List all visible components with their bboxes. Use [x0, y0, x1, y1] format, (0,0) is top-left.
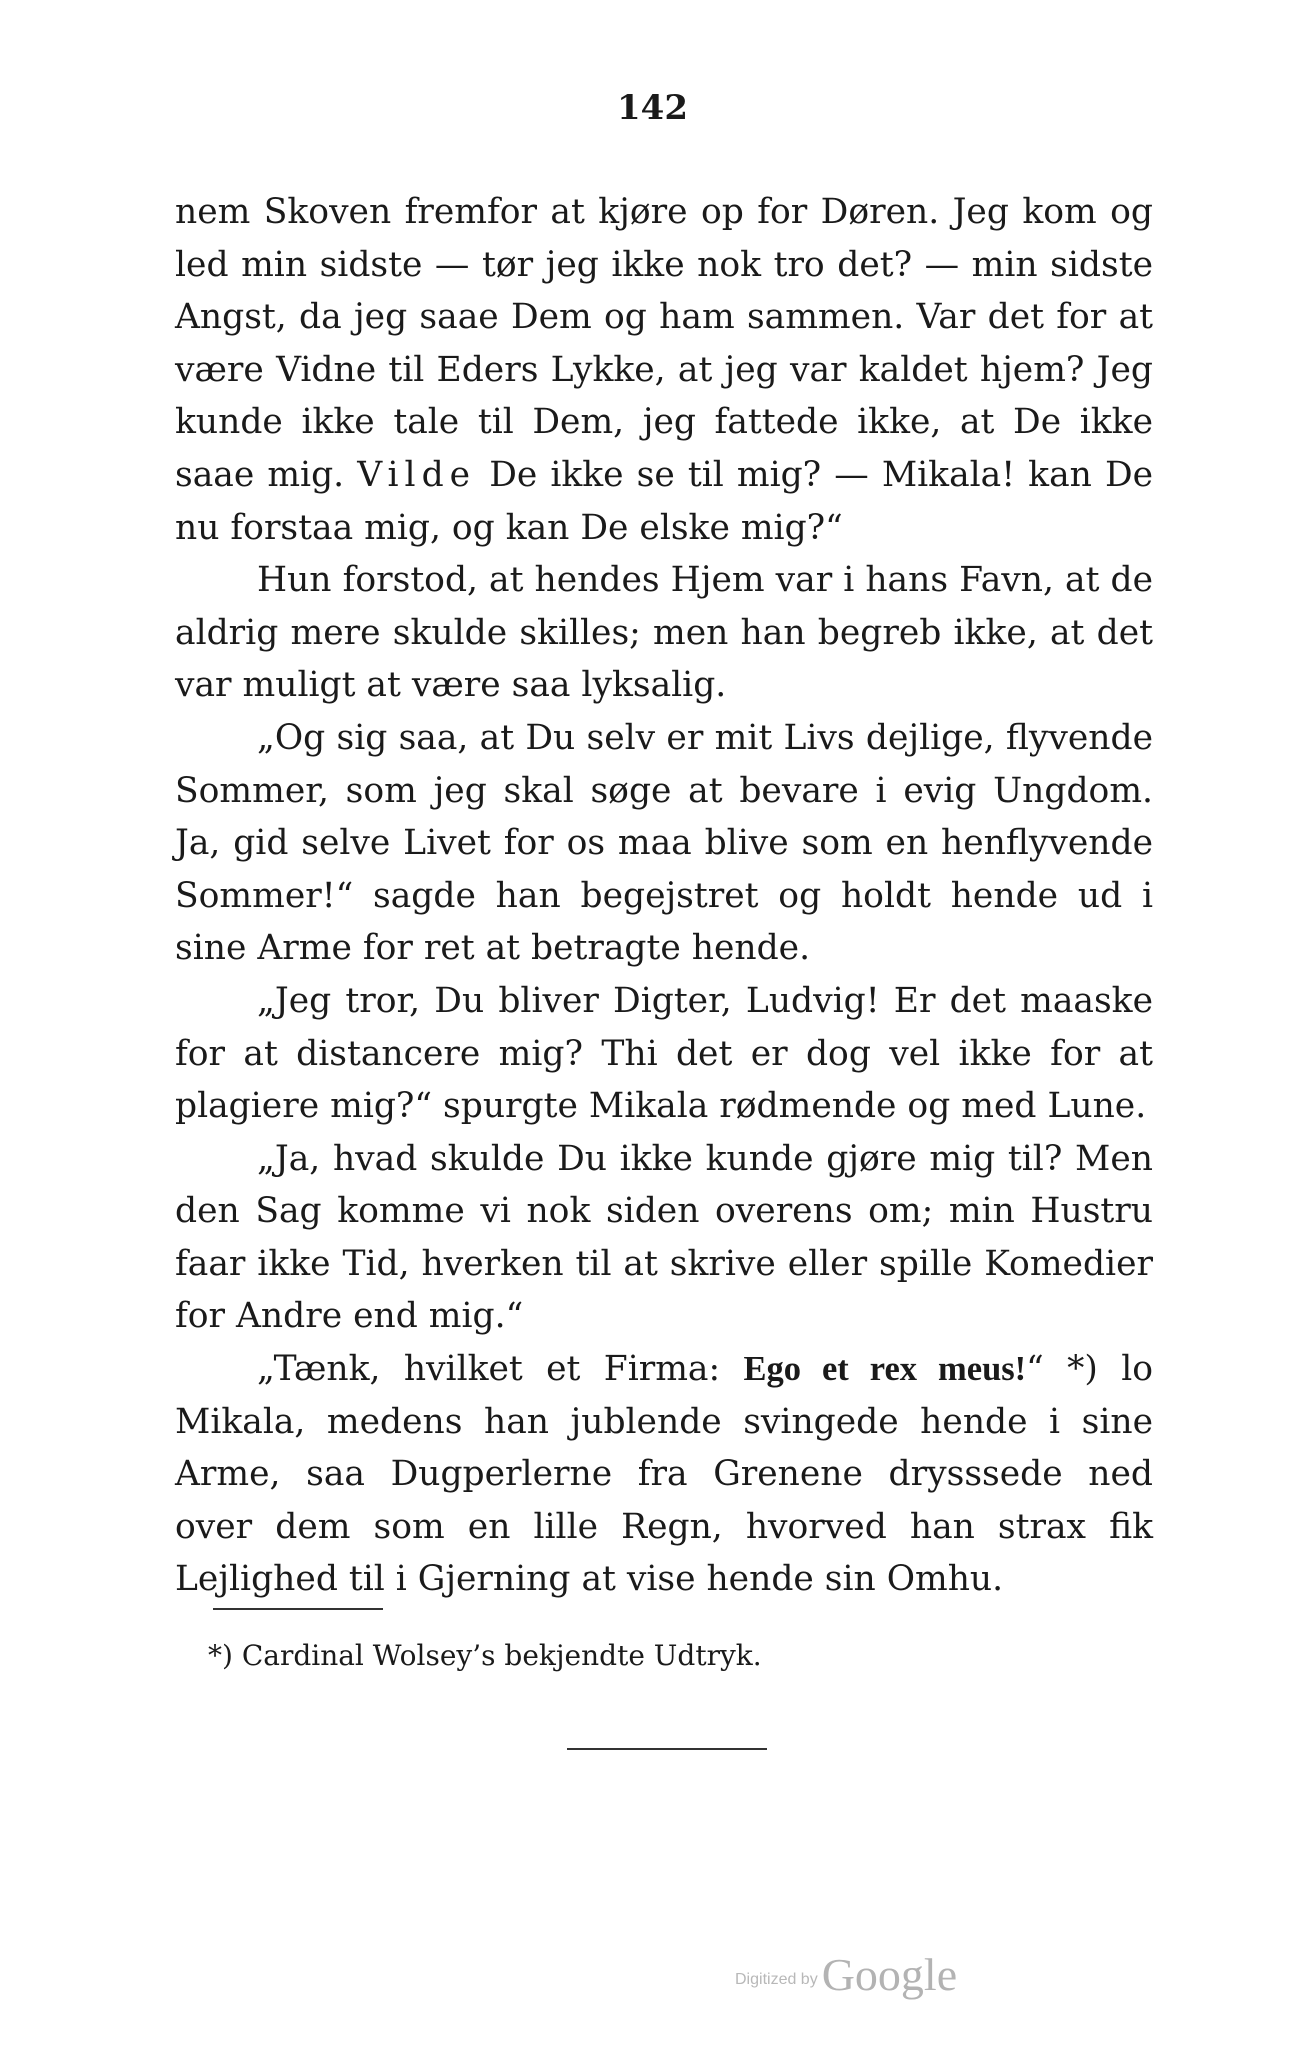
paragraph-1-text: nem Skoven fremfor at kjøre op for Døren. Jeg kom og led min sidste — tør jeg ikke nok tro det? — min sidste Angst, da jeg saae Dem og ham sammen. Var det for at være Vidne til Eders Lykke, at jeg var kaldet hjem? Jeg kunde ikke tale til Dem, jeg fattede ikke, at De ikke saae mig. — [175, 192, 1153, 495]
google-logo: Google — [821, 1949, 958, 2000]
paragraph-3: „Og sig saa, at Du selv er mit Livs dejlige, flyvende Sommer, som jeg skal søge at bevare i evig Ungdom. Ja, gid selve Livet for os maa blive som en henflyvende Sommer!“ sagde han begejstret og holdt hende ud i sine Arme for ret at betragte hende. — [175, 717, 1153, 969]
paragraph-1-tail: De ikke se til mig? — Mikala! kan De nu forstaa mig, og kan De elske mig?“ — [175, 454, 1154, 548]
paragraph-6-start: „Tænk, hvilket et Firma: — [257, 1349, 721, 1390]
paragraph-5: „Ja, hvad skulde Du ikke kunde gjøre mig til? Men den Sag komme vi nok siden overens om; min Hustru faar ikke Tid, hverken til at skrive eller spille Komedier for Andre end mig.“ — [175, 1138, 1153, 1337]
paragraph-4: „Jeg tror, Du bliver Digter, Ludvig! Er det maaske for at distancere mig? Thi det er dog vel ikke for at plagiere mig?“ spurgte Mikala rødmende og med Lune. — [175, 980, 1153, 1127]
emphasized-word: Vilde — [357, 454, 477, 495]
paragraph-1 — [175, 186, 1153, 554]
page-number: 142 — [617, 88, 688, 128]
paragraph-6 — [175, 1343, 1153, 1606]
digitized-by-label: Digitized by — [735, 1971, 818, 1988]
end-rule — [567, 1748, 767, 1750]
footnote: *) Cardinal Wolsey’s bekjendte Udtryk. — [208, 1639, 762, 1672]
digitized-watermark — [735, 1948, 957, 2001]
footnote-rule — [213, 1608, 383, 1610]
body-text — [175, 186, 1153, 1606]
paragraph-2: Hun forstod, at hendes Hjem var i hans Favn, at de aldrig mere skulde skilles; men han begreb ikke, at det var muligt at være saa lyksalig. — [175, 560, 1153, 706]
latin-quote: Ego et rex meus! — [743, 1350, 1027, 1389]
paragraph-6-rest: “ *) lo Mikala, medens han jublende svingede hende i sine Arme, saa Dugperlerne fra Grenene drysssede ned over dem som en lille Regn, hvorved han strax fik Lejlighed til i Gjerning at vise hende sin Omhu. — [175, 1349, 1153, 1600]
